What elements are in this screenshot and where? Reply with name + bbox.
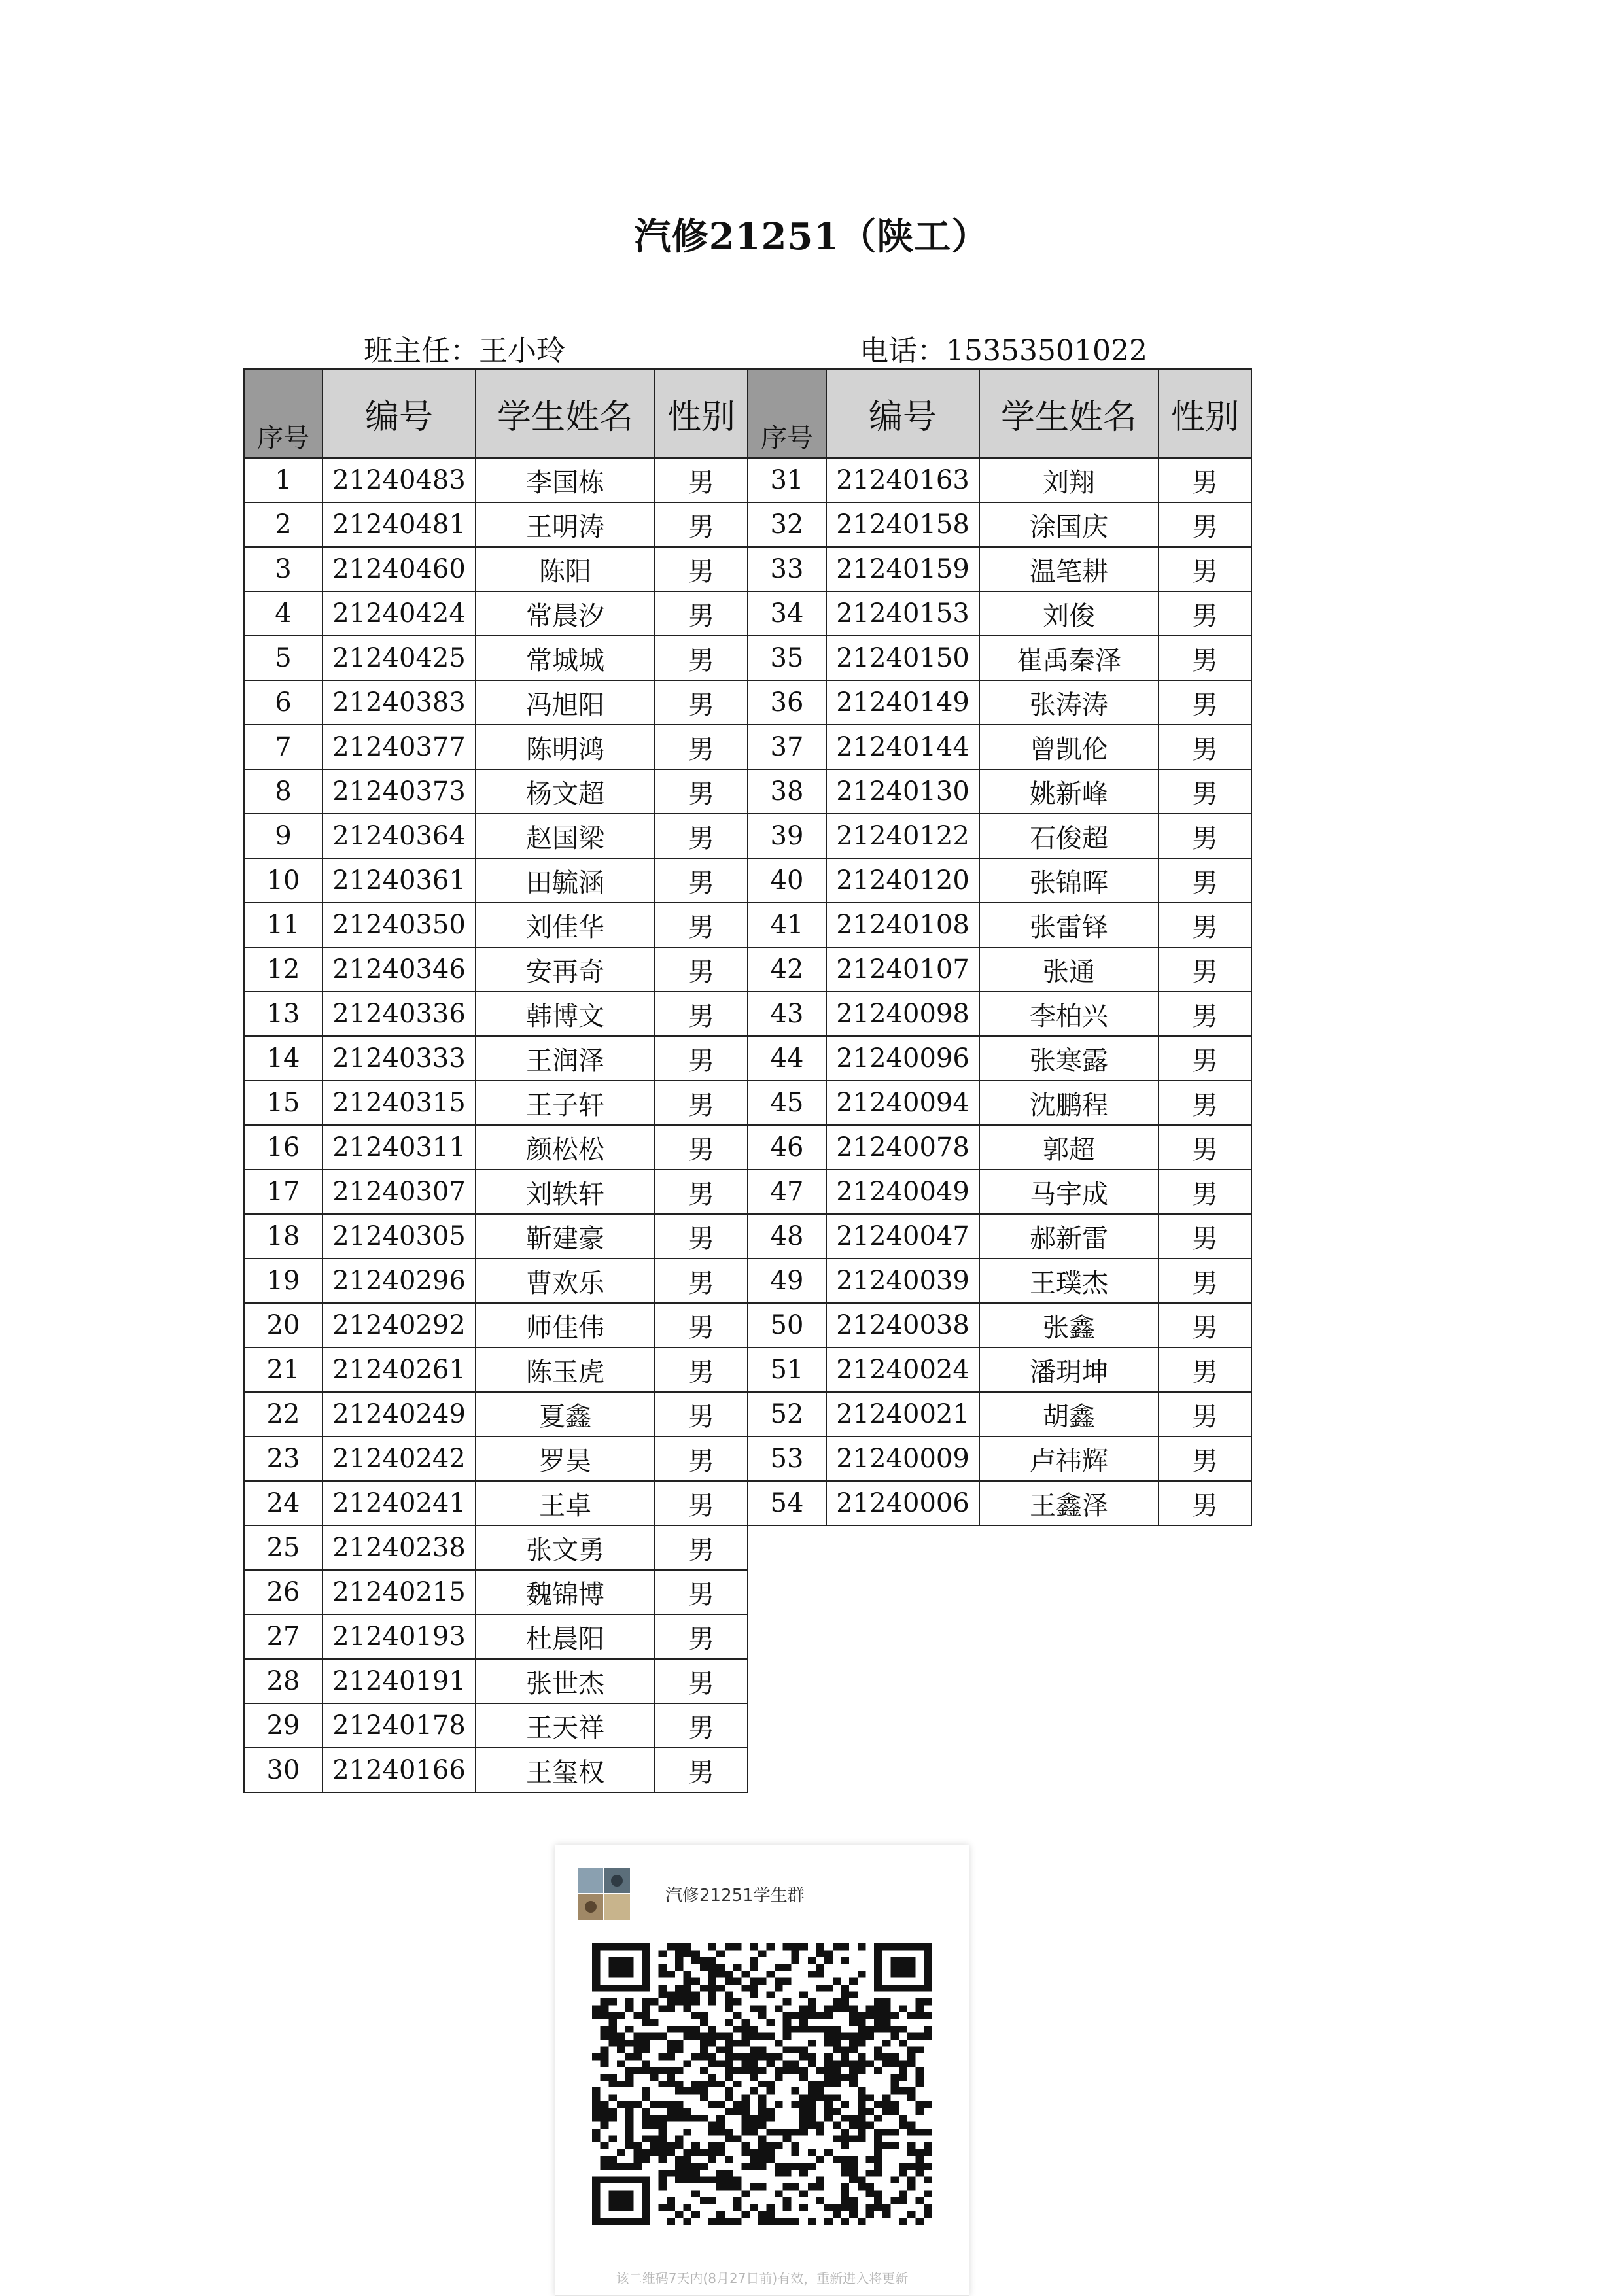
row-id: 21240047 — [826, 1214, 979, 1259]
row-id: 21240307 — [323, 1170, 476, 1214]
row-id: 21240130 — [826, 769, 979, 814]
table-row — [244, 1614, 748, 1659]
row-seq: 52 — [748, 1392, 826, 1436]
table-row — [244, 1259, 748, 1303]
row-gender: 男 — [1159, 992, 1251, 1036]
row-gender: 男 — [1159, 947, 1251, 992]
row-name: 温笔耕 — [979, 547, 1159, 591]
row-id: 21240038 — [826, 1303, 979, 1348]
table-row — [244, 858, 748, 903]
row-id: 21240120 — [826, 858, 979, 903]
row-name: 马宇成 — [979, 1170, 1159, 1214]
roster-table-left — [243, 368, 748, 1793]
row-seq: 18 — [244, 1214, 323, 1259]
row-name: 刘翔 — [979, 458, 1159, 502]
table-row — [748, 769, 1251, 814]
row-gender: 男 — [1159, 636, 1251, 680]
row-id: 21240483 — [323, 458, 476, 502]
row-id: 21240108 — [826, 903, 979, 947]
row-seq: 8 — [244, 769, 323, 814]
row-id: 21240021 — [826, 1392, 979, 1436]
row-name: 郭超 — [979, 1125, 1159, 1170]
row-gender: 男 — [1159, 725, 1251, 769]
row-id: 21240292 — [323, 1303, 476, 1348]
row-gender: 男 — [1159, 1481, 1251, 1525]
row-name: 韩博文 — [476, 992, 655, 1036]
row-id: 21240296 — [323, 1259, 476, 1303]
row-gender: 男 — [1159, 458, 1251, 502]
row-gender: 男 — [655, 725, 748, 769]
row-id: 21240424 — [323, 591, 476, 636]
row-seq: 35 — [748, 636, 826, 680]
row-seq: 31 — [748, 458, 826, 502]
row-id: 21240481 — [323, 502, 476, 547]
row-gender: 男 — [1159, 591, 1251, 636]
row-gender: 男 — [655, 1436, 748, 1481]
row-seq: 16 — [244, 1125, 323, 1170]
row-seq: 6 — [244, 680, 323, 725]
column-header-gender: 性别 — [1159, 369, 1251, 458]
row-gender: 男 — [655, 680, 748, 725]
row-name: 王天祥 — [476, 1703, 655, 1748]
table-row — [748, 903, 1251, 947]
row-id: 21240144 — [826, 725, 979, 769]
row-id: 21240249 — [323, 1392, 476, 1436]
row-seq: 23 — [244, 1436, 323, 1481]
row-seq: 34 — [748, 591, 826, 636]
table-row — [244, 1481, 748, 1525]
row-id: 21240153 — [826, 591, 979, 636]
row-id: 21240242 — [323, 1436, 476, 1481]
row-name: 张寒露 — [979, 1036, 1159, 1081]
row-seq: 13 — [244, 992, 323, 1036]
row-id: 21240425 — [323, 636, 476, 680]
roster-table-right — [747, 368, 1252, 1526]
row-id: 21240361 — [323, 858, 476, 903]
row-id: 21240024 — [826, 1348, 979, 1392]
row-seq: 21 — [244, 1348, 323, 1392]
table-row — [244, 1214, 748, 1259]
row-gender: 男 — [1159, 1170, 1251, 1214]
row-name: 刘轶轩 — [476, 1170, 655, 1214]
table-row — [244, 547, 748, 591]
row-gender: 男 — [1159, 1392, 1251, 1436]
row-seq: 43 — [748, 992, 826, 1036]
row-seq: 10 — [244, 858, 323, 903]
table-row — [244, 1570, 748, 1614]
table-row — [748, 725, 1251, 769]
row-id: 21240315 — [323, 1081, 476, 1125]
table-row — [748, 636, 1251, 680]
row-name: 陈明鸿 — [476, 725, 655, 769]
row-id: 21240049 — [826, 1170, 979, 1214]
row-name: 张鑫 — [979, 1303, 1159, 1348]
row-name: 师佳伟 — [476, 1303, 655, 1348]
row-seq: 33 — [748, 547, 826, 591]
row-name: 张雷铎 — [979, 903, 1159, 947]
table-row — [244, 814, 748, 858]
table-row — [244, 1436, 748, 1481]
row-name: 刘俊 — [979, 591, 1159, 636]
group-avatar-icon — [578, 1868, 630, 1920]
column-header-id: 编号 — [323, 369, 476, 458]
row-name: 王卓 — [476, 1481, 655, 1525]
row-name: 张涛涛 — [979, 680, 1159, 725]
row-seq: 4 — [244, 591, 323, 636]
qr-code-icon — [592, 1943, 932, 2225]
row-gender: 男 — [1159, 1259, 1251, 1303]
row-gender: 男 — [1159, 1214, 1251, 1259]
group-qr-card — [555, 1845, 969, 2296]
row-id: 21240158 — [826, 502, 979, 547]
table-row — [748, 680, 1251, 725]
table-row — [244, 458, 748, 502]
table-row — [244, 1748, 748, 1792]
row-gender: 男 — [1159, 769, 1251, 814]
row-seq: 54 — [748, 1481, 826, 1525]
row-seq: 51 — [748, 1348, 826, 1392]
row-gender: 男 — [655, 1303, 748, 1348]
row-seq: 45 — [748, 1081, 826, 1125]
row-id: 21240383 — [323, 680, 476, 725]
row-gender: 男 — [655, 1170, 748, 1214]
row-name: 张世杰 — [476, 1659, 655, 1703]
row-id: 21240215 — [323, 1570, 476, 1614]
row-name: 陈玉虎 — [476, 1348, 655, 1392]
row-name: 王润泽 — [476, 1036, 655, 1081]
row-gender: 男 — [655, 1259, 748, 1303]
table-row — [244, 1125, 748, 1170]
row-name: 靳建豪 — [476, 1214, 655, 1259]
row-id: 21240096 — [826, 1036, 979, 1081]
row-seq: 26 — [244, 1570, 323, 1614]
row-seq: 2 — [244, 502, 323, 547]
table-row — [748, 591, 1251, 636]
row-gender: 男 — [1159, 502, 1251, 547]
row-seq: 53 — [748, 1436, 826, 1481]
row-id: 21240333 — [323, 1036, 476, 1081]
row-name: 王明涛 — [476, 502, 655, 547]
row-seq: 1 — [244, 458, 323, 502]
row-id: 21240166 — [323, 1748, 476, 1792]
row-name: 姚新峰 — [979, 769, 1159, 814]
row-seq: 29 — [244, 1703, 323, 1748]
row-seq: 24 — [244, 1481, 323, 1525]
header-row — [748, 369, 1251, 458]
row-gender: 男 — [655, 1036, 748, 1081]
row-id: 21240193 — [323, 1614, 476, 1659]
table-row — [748, 502, 1251, 547]
table-row — [244, 769, 748, 814]
row-id: 21240346 — [323, 947, 476, 992]
table-row — [244, 636, 748, 680]
row-id: 21240006 — [826, 1481, 979, 1525]
table-row — [244, 1081, 748, 1125]
row-gender: 男 — [655, 458, 748, 502]
row-name: 曹欢乐 — [476, 1259, 655, 1303]
row-id: 21240150 — [826, 636, 979, 680]
row-seq: 15 — [244, 1081, 323, 1125]
row-seq: 17 — [244, 1170, 323, 1214]
row-name: 王子轩 — [476, 1081, 655, 1125]
table-row — [748, 814, 1251, 858]
row-gender: 男 — [1159, 858, 1251, 903]
row-seq: 48 — [748, 1214, 826, 1259]
group-name: 汽修21251学生群 — [665, 1886, 805, 1905]
row-name: 冯旭阳 — [476, 680, 655, 725]
row-seq: 47 — [748, 1170, 826, 1214]
table-row — [748, 1214, 1251, 1259]
row-name: 沈鹏程 — [979, 1081, 1159, 1125]
table-row — [748, 1259, 1251, 1303]
table-row — [748, 547, 1251, 591]
table-row — [244, 1348, 748, 1392]
row-gender: 男 — [655, 1614, 748, 1659]
table-row — [244, 680, 748, 725]
row-id: 21240373 — [323, 769, 476, 814]
row-id: 21240311 — [323, 1125, 476, 1170]
row-seq: 50 — [748, 1303, 826, 1348]
row-id: 21240460 — [323, 547, 476, 591]
row-gender: 男 — [1159, 680, 1251, 725]
row-name: 张锦晖 — [979, 858, 1159, 903]
row-name: 王鑫泽 — [979, 1481, 1159, 1525]
row-gender: 男 — [655, 992, 748, 1036]
table-row — [748, 1125, 1251, 1170]
row-seq: 20 — [244, 1303, 323, 1348]
row-gender: 男 — [655, 1525, 748, 1570]
table-row — [748, 1348, 1251, 1392]
row-name: 夏鑫 — [476, 1392, 655, 1436]
row-name: 卢祎辉 — [979, 1436, 1159, 1481]
row-id: 21240178 — [323, 1703, 476, 1748]
row-id: 21240039 — [826, 1259, 979, 1303]
row-name: 刘佳华 — [476, 903, 655, 947]
page-title: 汽修21251（陕工） — [634, 215, 989, 258]
row-gender: 男 — [1159, 1125, 1251, 1170]
row-gender: 男 — [655, 1392, 748, 1436]
row-name: 涂国庆 — [979, 502, 1159, 547]
row-name: 张通 — [979, 947, 1159, 992]
row-id: 21240078 — [826, 1125, 979, 1170]
table-row — [244, 1392, 748, 1436]
row-name: 魏锦博 — [476, 1570, 655, 1614]
row-id: 21240336 — [323, 992, 476, 1036]
row-seq: 11 — [244, 903, 323, 947]
row-gender: 男 — [655, 903, 748, 947]
row-name: 常晨汐 — [476, 591, 655, 636]
row-gender: 男 — [655, 1214, 748, 1259]
row-gender: 男 — [655, 591, 748, 636]
table-row — [244, 1659, 748, 1703]
row-gender: 男 — [1159, 1036, 1251, 1081]
row-id: 21240107 — [826, 947, 979, 992]
row-name: 杜晨阳 — [476, 1614, 655, 1659]
row-id: 21240098 — [826, 992, 979, 1036]
row-name: 田毓涵 — [476, 858, 655, 903]
row-id: 21240122 — [826, 814, 979, 858]
row-seq: 36 — [748, 680, 826, 725]
row-gender: 男 — [655, 858, 748, 903]
row-name: 李柏兴 — [979, 992, 1159, 1036]
table-row — [244, 502, 748, 547]
row-gender: 男 — [655, 1348, 748, 1392]
row-gender: 男 — [655, 947, 748, 992]
row-seq: 19 — [244, 1259, 323, 1303]
row-seq: 42 — [748, 947, 826, 992]
table-row — [244, 992, 748, 1036]
table-row — [748, 1303, 1251, 1348]
row-seq: 5 — [244, 636, 323, 680]
column-header-id: 编号 — [826, 369, 979, 458]
row-gender: 男 — [655, 547, 748, 591]
row-gender: 男 — [1159, 1081, 1251, 1125]
row-id: 21240009 — [826, 1436, 979, 1481]
row-name: 李国栋 — [476, 458, 655, 502]
row-name: 杨文超 — [476, 769, 655, 814]
row-seq: 9 — [244, 814, 323, 858]
table-row — [748, 1481, 1251, 1525]
table-row — [244, 947, 748, 992]
row-name: 王玺权 — [476, 1748, 655, 1792]
row-seq: 27 — [244, 1614, 323, 1659]
row-id: 21240159 — [826, 547, 979, 591]
row-name: 郝新雷 — [979, 1214, 1159, 1259]
row-gender: 男 — [655, 1748, 748, 1792]
table-row — [748, 1081, 1251, 1125]
table-row — [244, 903, 748, 947]
row-name: 王璞杰 — [979, 1259, 1159, 1303]
row-gender: 男 — [1159, 1348, 1251, 1392]
column-header-seq: 序号 — [748, 369, 826, 458]
row-name: 颜松松 — [476, 1125, 655, 1170]
row-name: 陈阳 — [476, 547, 655, 591]
row-id: 21240377 — [323, 725, 476, 769]
row-seq: 46 — [748, 1125, 826, 1170]
row-seq: 39 — [748, 814, 826, 858]
row-id: 21240261 — [323, 1348, 476, 1392]
table-row — [748, 1436, 1251, 1481]
row-gender: 男 — [655, 636, 748, 680]
table-row — [244, 725, 748, 769]
table-row — [748, 858, 1251, 903]
row-seq: 28 — [244, 1659, 323, 1703]
row-id: 21240241 — [323, 1481, 476, 1525]
row-id: 21240094 — [826, 1081, 979, 1125]
row-name: 胡鑫 — [979, 1392, 1159, 1436]
row-seq: 44 — [748, 1036, 826, 1081]
row-gender: 男 — [655, 1125, 748, 1170]
row-id: 21240149 — [826, 680, 979, 725]
row-id: 21240350 — [323, 903, 476, 947]
row-gender: 男 — [655, 1703, 748, 1748]
row-seq: 14 — [244, 1036, 323, 1081]
table-row — [244, 1170, 748, 1214]
row-seq: 40 — [748, 858, 826, 903]
row-id: 21240163 — [826, 458, 979, 502]
row-gender: 男 — [1159, 814, 1251, 858]
header-row — [244, 369, 748, 458]
table-row — [244, 1525, 748, 1570]
row-seq: 41 — [748, 903, 826, 947]
row-gender: 男 — [1159, 1436, 1251, 1481]
row-seq: 22 — [244, 1392, 323, 1436]
row-gender: 男 — [655, 1481, 748, 1525]
table-row — [748, 947, 1251, 992]
row-gender: 男 — [655, 1570, 748, 1614]
row-seq: 38 — [748, 769, 826, 814]
row-name: 赵国梁 — [476, 814, 655, 858]
row-gender: 男 — [1159, 1303, 1251, 1348]
row-gender: 男 — [655, 502, 748, 547]
row-seq: 3 — [244, 547, 323, 591]
row-gender: 男 — [655, 1081, 748, 1125]
row-name: 安再奇 — [476, 947, 655, 992]
row-name: 石俊超 — [979, 814, 1159, 858]
column-header-seq: 序号 — [244, 369, 323, 458]
row-id: 21240191 — [323, 1659, 476, 1703]
table-row — [244, 1303, 748, 1348]
row-seq: 32 — [748, 502, 826, 547]
teacher-label: 班主任：王小玲 — [364, 334, 565, 368]
qr-expiry-note: 该二维码7天内(8月27日前)有效，重新进入将更新 — [616, 2270, 909, 2286]
table-row — [748, 1036, 1251, 1081]
column-header-name: 学生姓名 — [979, 369, 1159, 458]
row-gender: 男 — [655, 814, 748, 858]
row-name: 潘玥坤 — [979, 1348, 1159, 1392]
row-seq: 12 — [244, 947, 323, 992]
row-name: 罗昊 — [476, 1436, 655, 1481]
column-header-gender: 性别 — [655, 369, 748, 458]
row-id: 21240364 — [323, 814, 476, 858]
row-seq: 25 — [244, 1525, 323, 1570]
table-row — [748, 458, 1251, 502]
row-seq: 7 — [244, 725, 323, 769]
column-header-name: 学生姓名 — [476, 369, 655, 458]
table-row — [748, 1392, 1251, 1436]
row-seq: 49 — [748, 1259, 826, 1303]
row-seq: 30 — [244, 1748, 323, 1792]
table-row — [244, 1036, 748, 1081]
row-gender: 男 — [655, 769, 748, 814]
row-gender: 男 — [655, 1659, 748, 1703]
table-row — [748, 992, 1251, 1036]
row-gender: 男 — [1159, 903, 1251, 947]
table-row — [244, 591, 748, 636]
phone-label: 电话：15353501022 — [860, 334, 1147, 368]
row-name: 崔禹秦泽 — [979, 636, 1159, 680]
table-row — [748, 1170, 1251, 1214]
row-name: 常城城 — [476, 636, 655, 680]
row-name: 张文勇 — [476, 1525, 655, 1570]
row-id: 21240305 — [323, 1214, 476, 1259]
row-name: 曾凯伦 — [979, 725, 1159, 769]
row-gender: 男 — [1159, 547, 1251, 591]
row-id: 21240238 — [323, 1525, 476, 1570]
row-seq: 37 — [748, 725, 826, 769]
table-row — [244, 1703, 748, 1748]
